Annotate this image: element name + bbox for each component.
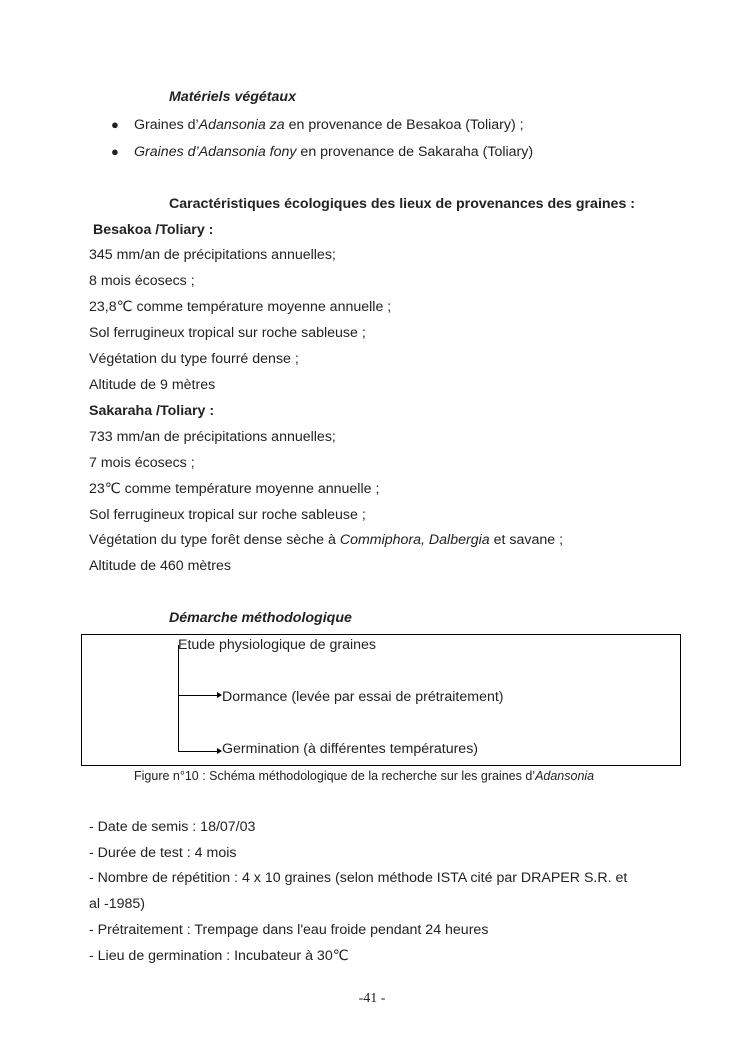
- diagram-root: Etude physiologique de graines: [178, 637, 376, 653]
- besakoa-line: Altitude de 9 mètres: [89, 377, 216, 393]
- sakaraha-altitude: Altitude de 460 mètres: [89, 558, 231, 574]
- detail-line: - Durée de test : 4 mois: [89, 845, 237, 861]
- arrow-icon: [178, 695, 219, 696]
- diagram-connector: [178, 645, 179, 752]
- besakoa-line: Végétation du type fourré dense ;: [89, 351, 299, 367]
- sakaraha-line: 733 mm/an de précipitations annuelles;: [89, 429, 336, 445]
- material-item: Graines d’Adansonia fony en provenance de Sakaraha (Toliary): [134, 144, 534, 160]
- besakoa-line: 8 mois écosecs ;: [89, 273, 195, 289]
- detail-line: - Prétraitement : Trempage dans l'eau froide pendant 24 heures: [89, 922, 489, 938]
- method-heading: Démarche méthodologique: [169, 610, 352, 626]
- besakoa-line: 345 mm/an de précipitations annuelles;: [89, 247, 336, 263]
- sakaraha-vegetation: Végétation du type forêt dense sèche à Commiphora, Dalbergia et savane ;: [89, 532, 564, 548]
- diagram-branch-germination: Germination (à différentes températures): [222, 741, 479, 757]
- detail-line: - Lieu de germination : Incubateur à 30℃: [89, 948, 349, 964]
- materials-heading: Matériels végétaux: [169, 89, 296, 105]
- sakaraha-title: Sakaraha /Toliary :: [89, 403, 215, 419]
- figure-caption: Figure n°10 : Schéma méthodologique de la recherche sur les graines d’Adansonia: [134, 769, 595, 783]
- besakoa-title: Besakoa /Toliary :: [93, 222, 214, 238]
- detail-line: - Nombre de répétition : 4 x 10 graines (selon méthode ISTA cité par DRAPER S.R. et: [89, 870, 628, 886]
- page-number: -41 -: [358, 991, 386, 1006]
- sakaraha-line: Sol ferrugineux tropical sur roche sableuse ;: [89, 507, 366, 523]
- bullet-icon: ●: [111, 117, 119, 132]
- bullet-icon: ●: [111, 144, 119, 159]
- ecology-heading: Caractéristiques écologiques des lieux de provenances des graines :: [169, 196, 635, 212]
- detail-line: al -1985): [89, 896, 145, 912]
- diagram-branch-dormance: Dormance (levée par essai de prétraitement): [222, 689, 504, 705]
- besakoa-line: 23,8℃ comme température moyenne annuelle ;: [89, 299, 392, 315]
- arrow-icon: [178, 751, 219, 752]
- besakoa-line: Sol ferrugineux tropical sur roche sableuse ;: [89, 325, 366, 341]
- material-item: Graines d’Adansonia za en provenance de Besakoa (Toliary) ;: [134, 117, 524, 133]
- detail-line: - Date de semis : 18/07/03: [89, 819, 256, 835]
- sakaraha-line: 7 mois écosecs ;: [89, 455, 195, 471]
- sakaraha-line: 23℃ comme température moyenne annuelle ;: [89, 481, 380, 497]
